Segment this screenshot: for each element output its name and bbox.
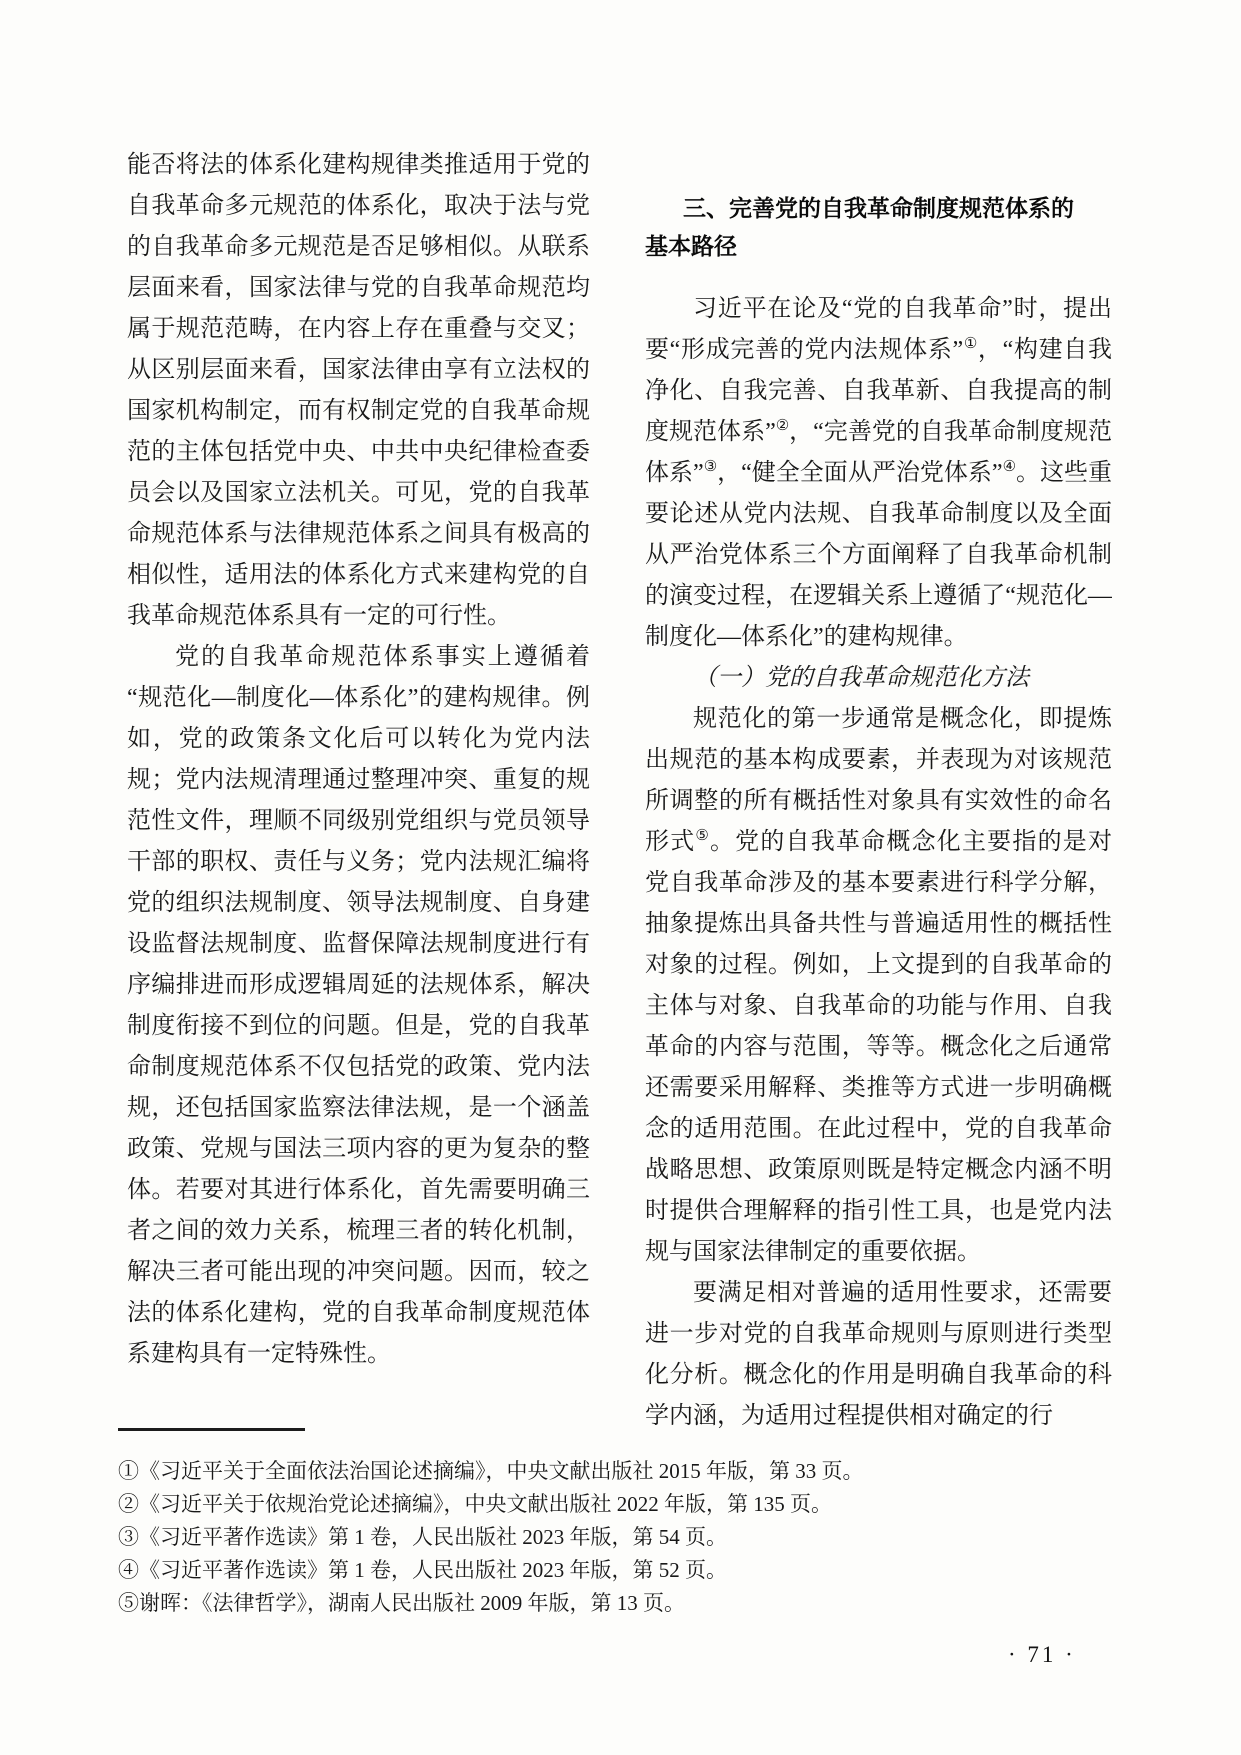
right-column [645, 145, 1112, 1437]
paragraph: 要满足相对普遍的适用性要求，还需要进一步对党的自我革命规则与原则进行类型化分析。概念化的作用是明确自我革命的科学内涵，为适用过程提供相对确定的行 [645, 1280, 1112, 1429]
section-heading [645, 189, 1112, 265]
subsection-heading: （一）党的自我革命规范化方法 [693, 665, 1029, 691]
paragraph: 习近平在论及“党的自我革命”时，提出要“形成完善的党内法规体系”①，“构建自我净化、自我完善、自我革新、自我提高的制度规范体系”②，“完善党的自我革命制度规范体系”③，“健全全面从严治党体系”④。这些重要论述从党内法规、自我革命制度以及全面从严治党体系三个方面阐释了自我革命机制的演变过程，在逻辑关系上遵循了“规范化—制度化—体系化”的建构规律。 [645, 296, 1112, 650]
footnotes-list [118, 1455, 1118, 1620]
section-heading-line2: 基本路径 [645, 233, 737, 259]
footnote-item: ③《习近平著作选读》第 1 卷，人民出版社 2023 年版，第 54 页。 [118, 1525, 727, 1549]
footnote-area [118, 1428, 1118, 1620]
left-column [127, 145, 590, 1375]
footnote-ref: ③ [703, 459, 718, 475]
footnote-ref: ① [963, 336, 978, 352]
paragraph: 党的自我革命规范体系事实上遵循着“规范化—制度化—体系化”的建构规律。例如，党的政策条文化后可以转化为党内法规；党内法规清理通过整理冲突、重复的规范性文件，理顺不同级别党组织与党员领导干部的职权、责任与义务；党内法规汇编将党的组织法规制度、领导法规制度、自身建设监督法规制度、监督保障法规制度进行有序编排进而形成逻辑周延的法规体系，解决制度衔接不到位的问题。但是，党的自我革命制度规范体系不仅包括党的政策、党内法规，还包括国家监察法律法规，是一个涵盖政策、党规与国法三项内容的更为复杂的整体。若要对其进行体系化，首先需要明确三者之间的效力关系，梳理三者的转化机制，解决三者可能出现的冲突问题。因而，较之法的体系化建构，党的自我革命制度规范体系建构具有一定特殊性。 [127, 644, 590, 1367]
footnote-ref: ⑤ [695, 828, 710, 844]
footnote-divider [118, 1428, 305, 1431]
page-number: · 71 · [1008, 1642, 1076, 1667]
footnote-item: ②《习近平关于依规治党论述摘编》，中央文献出版社 2022 年版，第 135 页。 [118, 1492, 832, 1516]
paragraph: 能否将法的体系化建构规律类推适用于党的自我革命多元规范的体系化，取决于法与党的自我革命多元规范是否足够相似。从联系层面来看，国家法律与党的自我革命规范均属于规范范畴，在内容上存在重叠与交叉；从区别层面来看，国家法律由享有立法权的国家机构制定，而有权制定党的自我革命规范的主体包括党中央、中共中央纪律检查委员会以及国家立法机关。可见，党的自我革命规范体系与法律规范体系之间具有极高的相似性，适用法的体系化方式来建构党的自我革命规范体系具有一定的可行性。 [127, 152, 590, 629]
section-heading-line1: 三、完善党的自我革命制度规范体系的 [683, 195, 1074, 221]
footnote-item: ①《习近平关于全面依法治国论述摘编》，中央文献出版社 2015 年版，第 33 页。 [118, 1459, 864, 1483]
footnote-item: ⑤谢晖：《法律哲学》，湖南人民出版社 2009 年版，第 13 页。 [118, 1591, 685, 1615]
footnote-ref: ② [775, 418, 790, 434]
paragraph: 规范化的第一步通常是概念化，即提炼出规范的基本构成要素，并表现为对该规范所调整的所有概括性对象具有实效性的命名形式⑤。党的自我革命概念化主要指的是对党自我革命涉及的基本要素进行科学分解，抽象提炼出具备共性与普遍适用性的概括性对象的过程。例如，上文提到的自我革命的主体与对象、自我革命的功能与作用、自我革命的内容与范围，等等。概念化之后通常还需要采用解释、类推等方式进一步明确概念的适用范围。在此过程中，党的自我革命战略思想、政策原则既是特定概念内涵不明时提供合理解释的指引性工具，也是党内法规与国家法律制定的重要依据。 [645, 706, 1112, 1265]
right-paragraph-group-1 [645, 289, 1112, 658]
footnote-item: ④《习近平著作选读》第 1 卷，人民出版社 2023 年版，第 52 页。 [118, 1558, 727, 1582]
right-paragraph-group-2 [645, 699, 1112, 1437]
footnote-ref: ④ [1002, 459, 1016, 475]
